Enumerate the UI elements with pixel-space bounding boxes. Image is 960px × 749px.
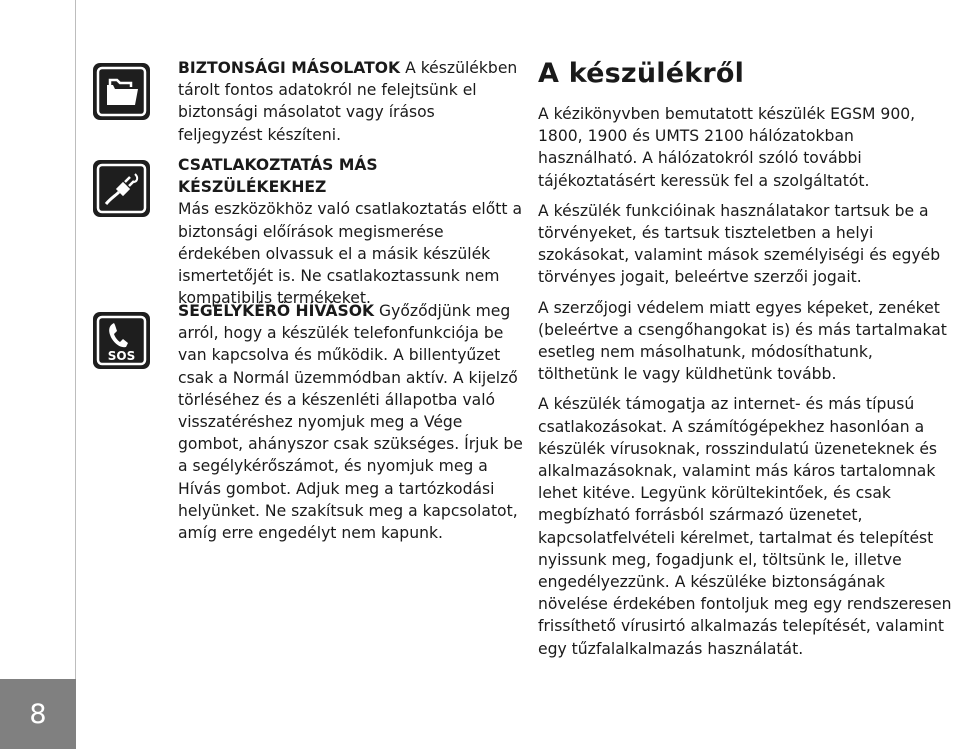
folder-backup-icon <box>93 63 150 120</box>
backup-heading: BIZTONSÁGI MÁSOLATOK <box>178 59 401 77</box>
page-margin <box>0 0 76 749</box>
paragraph: A készülék funkcióinak használatakor tartsuk be a törvényeket, és tartsuk tiszteletben a helyi szokásokat, valamint mások személyiségi és egyéb törvényes jogait, beleértve szerzői jogait. <box>538 201 941 287</box>
connect-text: Más eszközökhöz való csatlakoztatás előtt a biztonsági előírások megismerése érdekében olvassuk el a másik készülék ismertetőjét is. Ne csatlakoztassunk nem kompatibilis termékeket. <box>178 200 523 308</box>
sos-label: SOS <box>107 349 136 363</box>
backup-text: A készülékben tárolt fontos adatokról ne felejtsünk el biztonsági másolatot vagy írásos feljegyzést készíteni. <box>178 59 518 144</box>
emergency-section <box>178 300 523 544</box>
backup-section <box>178 57 523 146</box>
paragraph: A szerzőjogi védelem miatt egyes képeket, zenéket (beleértve a csengőhangokat is) és más tartalmakat esetleg nem másolhatunk, módosíthatunk, tölthetünk le vagy küldhetünk tovább. <box>538 298 947 384</box>
paragraph: A kézikönyvben bemutatott készülék EGSM 900, 1800, 1900 és UMTS 2100 hálózatokban használható. A hálózatokról szóló további tájékoztatásért keressük fel a szolgáltatót. <box>538 105 916 190</box>
connect-section <box>178 154 523 309</box>
about-device-column <box>538 57 956 668</box>
connect-heading: CSATLAKOZTATÁS MÁS KÉSZÜLÉKEKHEZ <box>178 156 378 197</box>
emergency-text: Győződjünk meg arról, hogy a készülék telefonfunkciója be van kapcsolva és működik. A billentyűzet csak a Normál üzemmódban aktív. A kijelző törléséhez és a készenléti állapotba való visszatéréshez nyomjuk meg a Vége gombot, ahányszor csak szükséges. Írjuk be a segélykérőszámot, és nyomjuk meg a Hívás gombot. Adjuk meg a tartózkodási helyünket. Ne szakítsuk meg a kapcsolatot, amíg erre engedélyt nem kapunk. <box>178 302 523 543</box>
page-number: 8 <box>29 698 47 730</box>
paragraph: A készülék támogatja az internet- és más típusú csatlakozásokat. A számítógépekhez hasonlóan a készülék vírusoknak, rosszindulatú üzeneteknek és alkalmazásoknak, valamint más káros tartalomnak lehet kitéve. Legyünk körültekintőek, és csak megbízható forrásból származó üzenetet, kapcsolatfelvételi kérelmet, tartalmat és telepítést nyissunk meg, fogadjunk el, töltsünk le, illetve engedélyezzünk. A készüléke biztonságának növelése érdekében fontoljuk meg egy rendszeresen frissíthető vírusirtó alkalmazás telepítését, valamint egy tűzfalalkalmazás használatát. <box>538 395 952 658</box>
sos-phone-icon <box>93 312 150 369</box>
page-number-tab <box>0 679 76 749</box>
emergency-heading: SEGÉLYKÉRŐ HÍVÁSOK <box>178 302 375 320</box>
plug-connect-icon <box>93 160 150 217</box>
page-title: A készülékről <box>538 58 745 89</box>
